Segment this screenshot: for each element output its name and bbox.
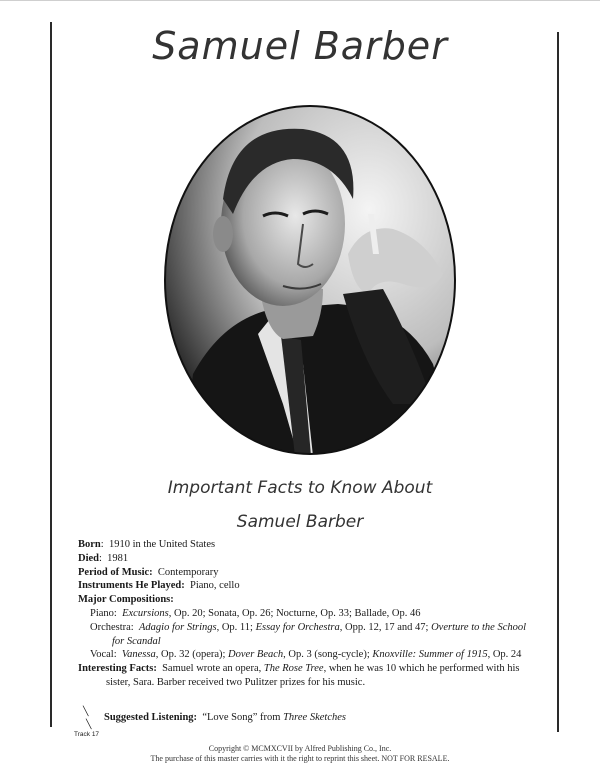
interesting-text-1: Samuel wrote an opera, (162, 663, 264, 675)
page-title: Samuel Barber (152, 24, 448, 68)
composer-portrait (163, 104, 457, 456)
top-edge (0, 0, 600, 1)
facts-heading-name: Samuel Barber (236, 512, 364, 532)
period-value: Contemporary (157, 566, 219, 578)
copyright-line-1: Copyright © MCMXCVII by Alfred Publishing Co., Inc. (208, 744, 392, 753)
born-row: Born: 1910 in the United States (78, 539, 216, 550)
died-row: Died: 1981 (78, 552, 129, 564)
cd-track-mark-2: ╲ (86, 719, 92, 729)
interesting-facts-label: Interesting Facts: (78, 663, 157, 675)
suggested-title: Three Sketches (283, 712, 346, 723)
piano-label: Piano: (90, 607, 117, 619)
period-row (78, 566, 538, 580)
vocal-title-1: Vanessa (121, 649, 156, 661)
orchestra-row (78, 621, 538, 649)
interesting-facts-row (78, 662, 538, 690)
born-label: Born (78, 539, 101, 550)
vocal-sep-2: , Op. 3 (song-cycle); (283, 649, 373, 661)
died-value: 1981 (107, 552, 129, 564)
right-margin-line (557, 32, 559, 732)
instruments-value: Piano, cello (190, 580, 240, 592)
orchestra-title-3: Overture to the School for Scandal (112, 621, 527, 647)
suggested-label: Suggested Listening: (104, 712, 198, 723)
vocal-label: Vocal: (90, 649, 117, 661)
instruments-row (78, 579, 538, 593)
cd-track-mark: ╲ (83, 706, 89, 716)
vocal-title-3: Knoxville: Summer of 1915 (372, 649, 488, 661)
died-label: Died (78, 552, 99, 564)
period-label: Period of Music: (78, 566, 153, 578)
orchestra-title-2: Essay for Orchestra (255, 621, 340, 633)
born-value: 1910 in the United States (108, 539, 216, 550)
interesting-text-2: , when he was 10 which he performed with his sister, Sara. Barber received two Pulitzer prizes for his music. (106, 663, 520, 688)
interesting-title: The Rose Tree (263, 663, 324, 675)
orchestra-sep-2: , Opp. 12, 17 and 47; (339, 621, 432, 633)
vocal-sep-3: , Op. 24 (487, 649, 522, 661)
orchestra-title-1: Adagio for Strings (138, 621, 217, 633)
major-compositions-label: Major Compositions: (78, 594, 174, 606)
piano-title-1: Excursions (122, 607, 169, 619)
copyright-line-2: The purchase of this master carries with it the right to reprint this sheet. NOT FOR RESALE. (150, 754, 450, 763)
orchestra-sep-1: , Op. 11; (216, 621, 256, 633)
orchestra-label: Orchestra: (90, 621, 134, 633)
piano-rest: , Op. 20; Sonata, Op. 26; Nocturne, Op. 33; Ballade, Op. 46 (168, 607, 421, 619)
facts-heading: Important Facts to Know About (167, 478, 433, 498)
vocal-title-2: Dover Beach (228, 649, 284, 661)
vocal-row (78, 648, 538, 662)
vocal-sep-1: , Op. 32 (opera); (155, 649, 229, 661)
track-label: Track 17 (74, 731, 100, 738)
facts-list (78, 538, 538, 690)
piano-row (78, 607, 538, 621)
left-margin-line (50, 22, 52, 727)
suggested-listening-row (104, 712, 346, 723)
instruments-label: Instruments He Played: (78, 580, 185, 592)
suggested-text: “Love Song” from (202, 712, 284, 723)
